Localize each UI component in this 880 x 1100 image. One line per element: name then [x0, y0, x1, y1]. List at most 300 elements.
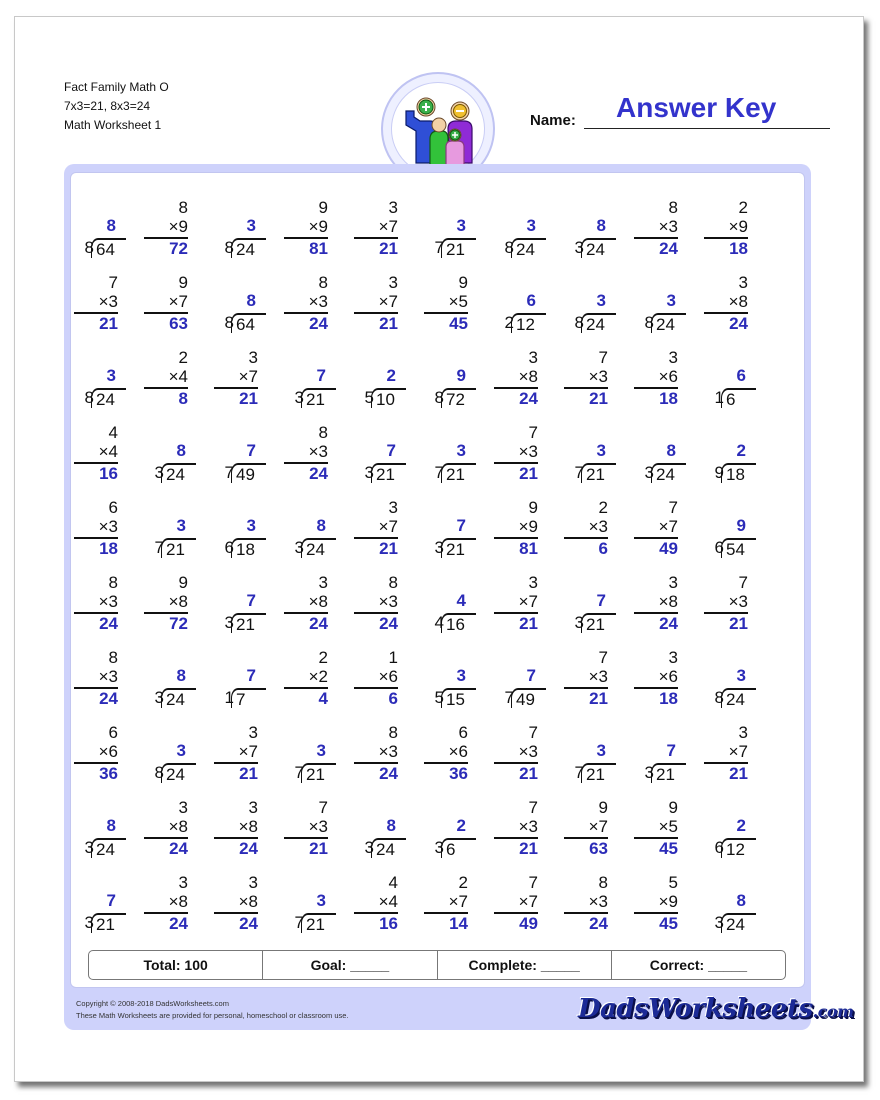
factor-bottom: ×7 [728, 742, 748, 761]
product-answer: 24 [354, 762, 398, 783]
dividend: 21 [441, 238, 476, 258]
product-answer: 24 [144, 912, 188, 933]
multiplication-stack [634, 573, 678, 633]
factor-bottom: ×8 [238, 892, 258, 911]
factor-top: 3 [178, 873, 188, 892]
quotient-answer: 9 [736, 516, 746, 535]
product-answer: 21 [214, 762, 258, 783]
divisor: 3 [294, 538, 304, 557]
divisor: 3 [574, 613, 584, 632]
product-answer: 14 [424, 912, 468, 933]
divisor: 6 [714, 838, 724, 857]
divisor: 3 [154, 463, 164, 482]
dividend: 24 [161, 463, 196, 483]
product-answer: 21 [564, 387, 608, 408]
correct-field: Correct: _____ [611, 951, 785, 979]
factor-bottom: ×3 [98, 667, 118, 686]
divisor: 7 [224, 463, 234, 482]
multiplication-stack [634, 873, 678, 933]
multiplication-stack [634, 348, 678, 408]
divisor: 2 [504, 313, 514, 332]
dividend: 21 [91, 913, 126, 933]
factor-top: 3 [178, 798, 188, 817]
multiplication-stack [634, 648, 678, 708]
divisor: 6 [714, 538, 724, 557]
multiplication-stack [494, 348, 538, 408]
factor-bottom: ×6 [98, 742, 118, 761]
product-answer: 24 [284, 462, 328, 483]
score-bar [88, 950, 786, 980]
name-underline [584, 128, 830, 129]
product-answer: 24 [634, 612, 678, 633]
factor-bottom: ×7 [238, 742, 258, 761]
divisor: 8 [574, 313, 584, 332]
header-title: Fact Family Math O [64, 80, 169, 94]
factor-bottom: ×3 [308, 817, 328, 836]
factor-top: 9 [178, 273, 188, 292]
multiplication-stack [564, 798, 608, 858]
quotient-answer: 8 [176, 441, 186, 460]
product-answer: 81 [494, 537, 538, 558]
multiplication-stack [144, 198, 188, 258]
divisor: 7 [574, 763, 584, 782]
factor-top: 8 [318, 423, 328, 442]
quotient-answer: 3 [526, 216, 536, 235]
divisor: 7 [434, 238, 444, 257]
product-answer: 24 [354, 612, 398, 633]
factor-top: 8 [178, 198, 188, 217]
product-answer: 24 [564, 912, 608, 933]
family-icon [391, 82, 485, 176]
factor-top: 3 [248, 873, 258, 892]
factor-top: 7 [598, 348, 608, 367]
factor-bottom: ×3 [518, 817, 538, 836]
dividend: 10 [371, 388, 406, 408]
divisor: 7 [294, 913, 304, 932]
factor-top: 8 [108, 648, 118, 667]
factor-top: 7 [528, 798, 538, 817]
quotient-answer: 9 [456, 366, 466, 385]
dividend: 6 [721, 388, 756, 408]
multiplication-stack [74, 573, 118, 633]
factor-bottom: ×3 [378, 592, 398, 611]
quotient-answer: 8 [386, 816, 396, 835]
quotient-answer: 4 [456, 591, 466, 610]
multiplication-stack [494, 723, 538, 783]
factor-top: 6 [458, 723, 468, 742]
factor-top: 7 [528, 723, 538, 742]
factor-top: 7 [528, 873, 538, 892]
multiplication-stack [144, 348, 188, 408]
factor-bottom: ×9 [308, 217, 328, 236]
multiplication-stack [214, 348, 258, 408]
multiplication-stack [424, 273, 468, 333]
factor-top: 3 [668, 573, 678, 592]
dividend: 21 [581, 463, 616, 483]
multiplication-stack [74, 273, 118, 333]
divisor: 8 [504, 238, 514, 257]
factor-bottom: ×3 [378, 742, 398, 761]
multiplication-stack [354, 198, 398, 258]
quotient-answer: 8 [106, 816, 116, 835]
dividend: 24 [511, 238, 546, 258]
multiplication-stack [564, 648, 608, 708]
dividend: 49 [231, 463, 266, 483]
factor-top: 4 [108, 423, 118, 442]
divisor: 7 [434, 463, 444, 482]
product-answer: 24 [144, 837, 188, 858]
quotient-answer: 7 [246, 441, 256, 460]
product-answer: 4 [284, 687, 328, 708]
divisor: 3 [434, 538, 444, 557]
multiplication-stack [494, 873, 538, 933]
factor-bottom: ×4 [98, 442, 118, 461]
divisor: 8 [84, 388, 94, 407]
multiplication-stack [144, 573, 188, 633]
dividend: 24 [161, 763, 196, 783]
multiplication-stack [564, 498, 608, 558]
multiplication-stack [634, 498, 678, 558]
factor-top: 2 [598, 498, 608, 517]
dividend: 18 [231, 538, 266, 558]
factor-bottom: ×7 [168, 292, 188, 311]
factor-top: 3 [248, 348, 258, 367]
factor-bottom: ×6 [448, 742, 468, 761]
quotient-answer: 7 [316, 366, 326, 385]
dividend: 24 [91, 838, 126, 858]
divisor: 8 [84, 238, 94, 257]
quotient-answer: 3 [596, 291, 606, 310]
dividend: 16 [441, 613, 476, 633]
product-answer: 63 [564, 837, 608, 858]
quotient-answer: 2 [736, 441, 746, 460]
divisor: 3 [224, 613, 234, 632]
multiplication-stack [214, 798, 258, 858]
factor-top: 3 [318, 573, 328, 592]
multiplication-stack [144, 273, 188, 333]
factor-top: 3 [738, 723, 748, 742]
multiplication-stack [284, 198, 328, 258]
factor-bottom: ×3 [588, 892, 608, 911]
product-answer: 24 [74, 612, 118, 633]
dividend: 21 [371, 463, 406, 483]
name-label: Name: [530, 112, 576, 129]
dividend: 21 [161, 538, 196, 558]
factor-top: 3 [738, 273, 748, 292]
multiplication-stack [284, 573, 328, 633]
multiplication-stack [284, 273, 328, 333]
product-answer: 24 [214, 912, 258, 933]
dividend: 24 [721, 913, 756, 933]
multiplication-stack [354, 273, 398, 333]
factor-top: 3 [388, 273, 398, 292]
divisor: 3 [644, 463, 654, 482]
divisor: 7 [574, 463, 584, 482]
factor-top: 6 [108, 723, 118, 742]
factor-bottom: ×2 [308, 667, 328, 686]
multiplication-stack [564, 348, 608, 408]
dividend: 49 [511, 688, 546, 708]
product-answer: 21 [214, 387, 258, 408]
factor-top: 3 [528, 573, 538, 592]
dividend: 21 [441, 463, 476, 483]
quotient-answer: 7 [456, 516, 466, 535]
factor-bottom: ×6 [378, 667, 398, 686]
quotient-answer: 8 [736, 891, 746, 910]
product-answer: 16 [74, 462, 118, 483]
product-answer: 45 [634, 837, 678, 858]
product-answer: 49 [634, 537, 678, 558]
multiplication-stack [74, 723, 118, 783]
divisor: 3 [84, 913, 94, 932]
multiplication-stack [284, 798, 328, 858]
factor-top: 7 [108, 273, 118, 292]
dividend: 24 [721, 688, 756, 708]
quotient-answer: 3 [316, 891, 326, 910]
factor-top: 3 [248, 798, 258, 817]
dividend: 24 [231, 238, 266, 258]
quotient-answer: 3 [596, 441, 606, 460]
divisor: 8 [224, 313, 234, 332]
quotient-answer: 8 [666, 441, 676, 460]
quotient-answer: 3 [456, 441, 466, 460]
factor-top: 2 [738, 198, 748, 217]
factor-top: 3 [528, 348, 538, 367]
usage-line: These Math Worksheets are provided for personal, homeschool or classroom use. [76, 1011, 349, 1020]
multiplication-stack [284, 648, 328, 708]
factor-bottom: ×9 [728, 217, 748, 236]
factor-bottom: ×3 [98, 592, 118, 611]
factor-top: 1 [388, 648, 398, 667]
factor-bottom: ×7 [378, 292, 398, 311]
product-answer: 24 [74, 687, 118, 708]
factor-bottom: ×6 [658, 367, 678, 386]
quotient-answer: 3 [666, 291, 676, 310]
product-answer: 21 [494, 462, 538, 483]
quotient-answer: 3 [316, 741, 326, 760]
dividend: 18 [721, 463, 756, 483]
factor-bottom: ×4 [378, 892, 398, 911]
dividend: 24 [581, 313, 616, 333]
factor-top: 2 [458, 873, 468, 892]
multiplication-stack [74, 498, 118, 558]
divisor: 1 [714, 388, 724, 407]
divisor: 6 [224, 538, 234, 557]
quotient-answer: 7 [246, 591, 256, 610]
factor-bottom: ×8 [518, 367, 538, 386]
multiplication-stack [704, 198, 748, 258]
divisor: 8 [434, 388, 444, 407]
quotient-answer: 3 [176, 516, 186, 535]
product-answer: 21 [354, 237, 398, 258]
product-answer: 21 [354, 312, 398, 333]
quotient-answer: 8 [176, 666, 186, 685]
quotient-answer: 3 [176, 741, 186, 760]
name-field [530, 90, 830, 130]
product-answer: 24 [494, 387, 538, 408]
header-subtitle: Math Worksheet 1 [64, 118, 162, 132]
divisor: 7 [504, 688, 514, 707]
divisor: 3 [294, 388, 304, 407]
quotient-answer: 3 [736, 666, 746, 685]
factor-bottom: ×7 [588, 817, 608, 836]
header-facts: 7x3=21, 8x3=24 [64, 99, 151, 113]
divisor: 3 [154, 688, 164, 707]
factor-top: 5 [668, 873, 678, 892]
copyright [76, 998, 349, 1022]
factor-bottom: ×8 [308, 592, 328, 611]
dividend: 54 [721, 538, 756, 558]
factor-bottom: ×7 [658, 517, 678, 536]
factor-bottom: ×7 [378, 517, 398, 536]
dividend: 24 [371, 838, 406, 858]
divisor: 3 [714, 913, 724, 932]
factor-top: 9 [668, 798, 678, 817]
multiplication-stack [354, 498, 398, 558]
multiplication-stack [634, 798, 678, 858]
quotient-answer: 7 [106, 891, 116, 910]
factor-bottom: ×8 [168, 592, 188, 611]
multiplication-stack [494, 423, 538, 483]
quotient-answer: 3 [246, 216, 256, 235]
factor-bottom: ×5 [658, 817, 678, 836]
divisor: 3 [364, 838, 374, 857]
dividend: 24 [91, 388, 126, 408]
multiplication-stack [354, 873, 398, 933]
multiplication-stack [704, 573, 748, 633]
factor-bottom: ×8 [658, 592, 678, 611]
dividend: 24 [301, 538, 336, 558]
product-answer: 18 [634, 687, 678, 708]
factor-top: 8 [388, 573, 398, 592]
dividend: 21 [651, 763, 686, 783]
factor-bottom: ×9 [658, 892, 678, 911]
factor-bottom: ×3 [98, 292, 118, 311]
divisor: 8 [714, 688, 724, 707]
factor-bottom: ×5 [448, 292, 468, 311]
dividend: 15 [441, 688, 476, 708]
factor-bottom: ×7 [518, 892, 538, 911]
factor-bottom: ×3 [658, 217, 678, 236]
dividend: 12 [721, 838, 756, 858]
multiplication-stack [704, 723, 748, 783]
factor-top: 7 [318, 798, 328, 817]
multiplication-stack [214, 873, 258, 933]
factor-top: 7 [668, 498, 678, 517]
factor-bottom: ×3 [518, 442, 538, 461]
factor-bottom: ×3 [308, 442, 328, 461]
divisor: 9 [714, 463, 724, 482]
divisor: 7 [154, 538, 164, 557]
divisor: 1 [224, 688, 234, 707]
product-answer: 18 [74, 537, 118, 558]
factor-top: 8 [668, 198, 678, 217]
product-answer: 36 [74, 762, 118, 783]
dividend: 24 [581, 238, 616, 258]
answer-key-text: Answer Key [616, 92, 777, 123]
multiplication-stack [74, 423, 118, 483]
product-answer: 36 [424, 762, 468, 783]
quotient-answer: 8 [596, 216, 606, 235]
product-answer: 21 [494, 837, 538, 858]
dividend: 21 [581, 613, 616, 633]
multiplication-stack [424, 873, 468, 933]
multiplication-stack [354, 648, 398, 708]
multiplication-stack [354, 573, 398, 633]
dividend: 64 [91, 238, 126, 258]
multiplication-stack [494, 498, 538, 558]
quotient-answer: 3 [456, 216, 466, 235]
product-answer: 21 [494, 612, 538, 633]
multiplication-stack [214, 723, 258, 783]
dividend: 64 [231, 313, 266, 333]
quotient-answer: 3 [596, 741, 606, 760]
dividend: 21 [441, 538, 476, 558]
product-answer: 6 [354, 687, 398, 708]
multiplication-stack [424, 723, 468, 783]
multiplication-stack [74, 648, 118, 708]
factor-top: 3 [388, 498, 398, 517]
divisor: 3 [574, 238, 584, 257]
divisor: 5 [434, 688, 444, 707]
product-answer: 24 [214, 837, 258, 858]
divisor: 3 [644, 763, 654, 782]
multiplication-stack [284, 423, 328, 483]
quotient-answer: 2 [386, 366, 396, 385]
quotient-answer: 6 [736, 366, 746, 385]
multiplication-stack [354, 723, 398, 783]
quotient-answer: 7 [246, 666, 256, 685]
product-answer: 16 [354, 912, 398, 933]
quotient-answer: 3 [246, 516, 256, 535]
multiplication-stack [144, 798, 188, 858]
dividend: 21 [301, 913, 336, 933]
dividend: 72 [441, 388, 476, 408]
complete-field: Complete: _____ [437, 951, 611, 979]
divisor: 3 [364, 463, 374, 482]
factor-bottom: ×9 [518, 517, 538, 536]
product-answer: 45 [424, 312, 468, 333]
factor-bottom: ×6 [658, 667, 678, 686]
brand-name: DadsWorksheets [578, 994, 813, 1024]
divisor: 8 [154, 763, 164, 782]
quotient-answer: 8 [106, 216, 116, 235]
product-answer: 8 [144, 387, 188, 408]
product-answer: 21 [704, 612, 748, 633]
dividend: 24 [651, 313, 686, 333]
factor-top: 8 [108, 573, 118, 592]
factor-top: 7 [598, 648, 608, 667]
factor-bottom: ×3 [588, 517, 608, 536]
dividend: 12 [511, 313, 546, 333]
multiplication-stack [564, 873, 608, 933]
factor-bottom: ×7 [518, 592, 538, 611]
quotient-answer: 8 [246, 291, 256, 310]
product-answer: 21 [704, 762, 748, 783]
multiplication-stack [494, 798, 538, 858]
quotient-answer: 8 [316, 516, 326, 535]
factor-top: 9 [458, 273, 468, 292]
multiplication-stack [634, 198, 678, 258]
product-answer: 72 [144, 237, 188, 258]
factor-top: 4 [388, 873, 398, 892]
divisor: 3 [84, 838, 94, 857]
multiplication-stack [704, 273, 748, 333]
factor-top: 9 [528, 498, 538, 517]
quotient-answer: 7 [596, 591, 606, 610]
quotient-answer: 2 [456, 816, 466, 835]
product-answer: 24 [634, 237, 678, 258]
